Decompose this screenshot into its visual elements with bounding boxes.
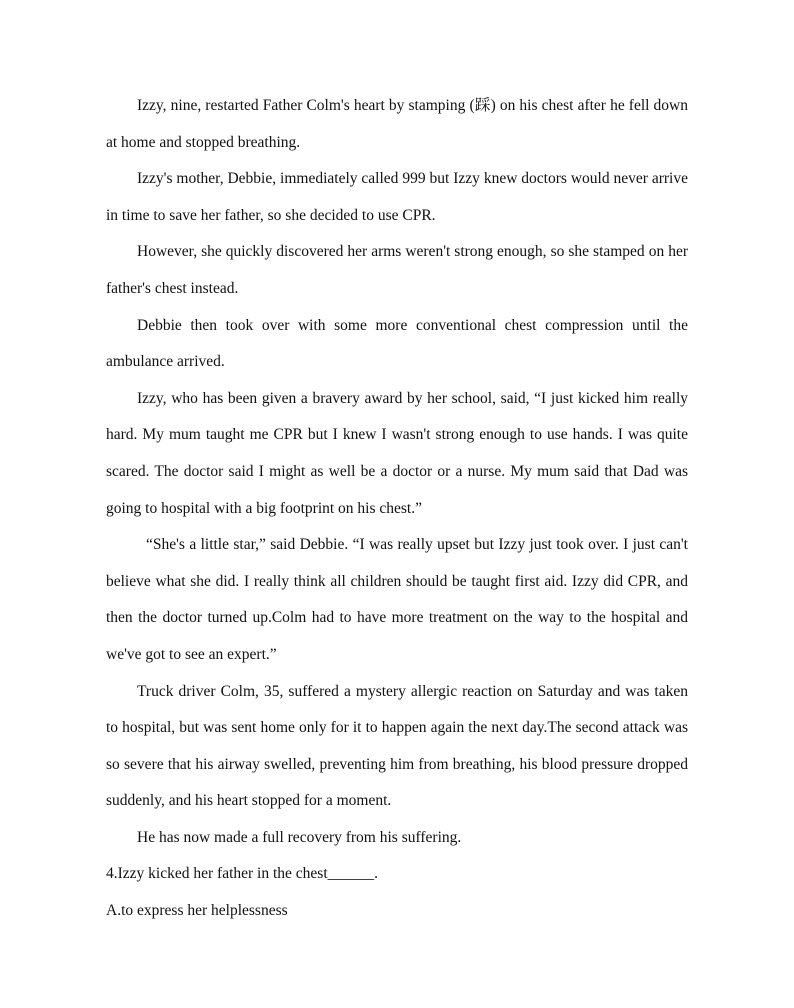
- question-option-a: A.to express her helplessness: [106, 902, 288, 920]
- article-body: [106, 88, 688, 930]
- paragraph-7: Truck driver Colm, 35, suffered a mystery allergic reaction on Saturday and was taken to hospital, but was sent home only for it to happen again the next day.The second attack was so severe that his airway swelled, preventing him from breathing, his blood pressure dropped suddenly, and his heart stopped for a moment.: [106, 682, 688, 810]
- paragraph-2: Izzy's mother, Debbie, immediately called 999 but Izzy knew doctors would never arrive in time to save her father, so she decided to use CPR.: [106, 170, 688, 224]
- paragraph-5: Izzy, who has been given a bravery award by her school, said, “I just kicked him really hard. My mum taught me CPR but I knew I wasn't strong enough to use hands. I was quite scared. The doctor said I might as well be a doctor or a nurse. My mum said that Dad was going to hospital with a big footprint on his chest.”: [106, 389, 688, 517]
- question-stem: 4.Izzy kicked her father in the chest______.: [106, 865, 379, 883]
- paragraph-6: “She's a little star,” said Debbie. “I was really upset but Izzy just took over. I just can't believe what she did. I really think all children should be taught first aid. Izzy did CPR, and then the doctor turned up.Colm had to have more treatment on the way to the hospital and we've got to see an expert.”: [106, 536, 688, 663]
- paragraph-1: Izzy, nine, restarted Father Colm's heart by stamping (踩) on his chest after he fell down at home and stopped breathing.: [106, 97, 688, 151]
- paragraph-4: Debbie then took over with some more conventional chest compression until the ambulance arrived.: [106, 316, 688, 371]
- paragraph-8: He has now made a full recovery from his suffering.: [137, 828, 462, 846]
- paragraph-3: However, she quickly discovered her arms weren't strong enough, so she stamped on her father's chest instead.: [106, 243, 688, 297]
